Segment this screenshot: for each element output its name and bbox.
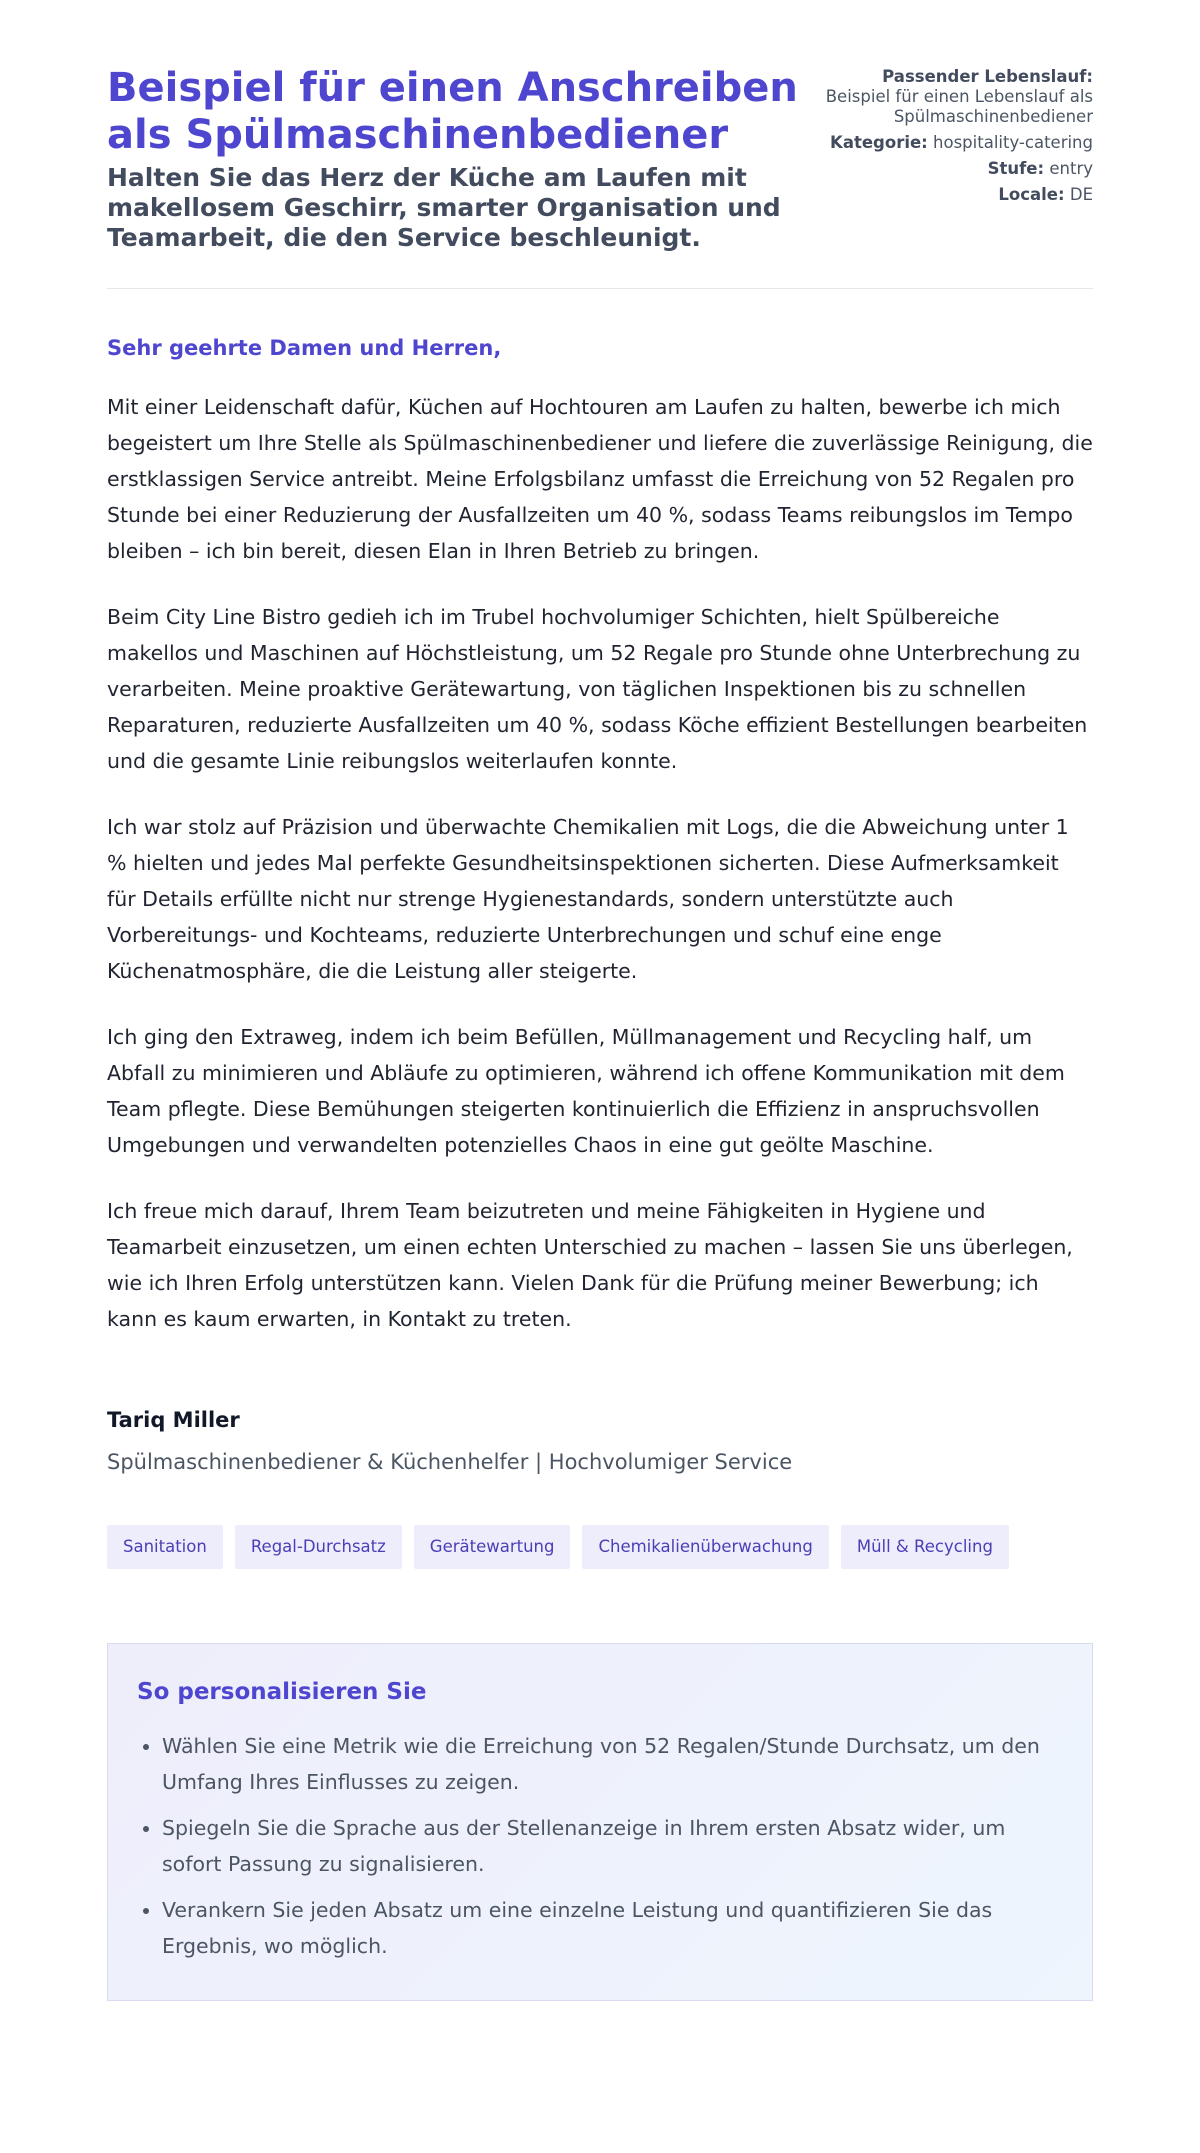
- header-divider: [107, 288, 1093, 289]
- meta-category: [810, 133, 1093, 153]
- meta-locale-label: Locale:: [998, 185, 1065, 204]
- meta-resume-label: Passender Lebenslauf:: [882, 67, 1093, 86]
- letter-paragraph: Ich war stolz auf Präzision und überwachte Chemikalien mit Logs, die die Abweichung unter 1 % hielten und jedes Mal perfekte Gesundheitsinspektionen sicherten. Diese Aufmerksamkeit für Details erfüllte nicht nur strenge Hygienestandards, sondern unterstützte auch Vorbereitungs- und Kochteams, reduzierte Unterbrechungen und schuf eine enge Küchenatmosphäre, die die Leistung aller steigerte.: [107, 815, 1069, 983]
- tips-title: So personalisieren Sie: [137, 1679, 427, 1705]
- header-titles: [107, 65, 810, 253]
- letter-paragraph: Ich ging den Extraweg, indem ich beim Befüllen, Müllmanagement und Recycling half, um Abfall zu minimieren und Abläufe zu optimieren, während ich offene Kommunikation mit dem Team pflegte. Diese Bemühungen steigerten kontinuierlich die Effizienz in anspruchsvollen Umgebungen und verwandelten potenzielles Chaos in eine gut geölte Maschine.: [107, 1025, 1065, 1157]
- signature-role: Spülmaschinenbediener & Küchenhelfer | Hochvolumiger Service: [107, 1450, 793, 1474]
- personalization-tips: [107, 1643, 1093, 2001]
- meta-resume-link[interactable]: Beispiel für einen Lebenslauf als Spülmaschinenbediener: [825, 87, 1093, 126]
- tips-list: [137, 1728, 1063, 1964]
- meta-level-value: entry: [1049, 159, 1093, 178]
- tips-item: • Wählen Sie eine Metrik wie die Erreichung von 52 Regalen/Stunde Durchsatz, um den Umfang Ihres Einflusses zu zeigen.: [162, 1728, 1063, 1800]
- meta-level-label: Stufe:: [987, 159, 1045, 178]
- letter-paragraph: Ich freue mich darauf, Ihrem Team beizutreten und meine Fähigkeiten in Hygiene und Teamarbeit einzusetzen, um einen echten Unterschied zu machen – lassen Sie uns überlegen, wie ich Ihren Erfolg unterstützen kann. Vielen Dank für die Prüfung meiner Bewerbung; ich kann es kaum erwarten, in Kontakt zu treten.: [107, 1199, 1073, 1331]
- skill-tag: Regal-Durchsatz: [235, 1525, 402, 1569]
- skill-tag: Gerätewartung: [414, 1525, 571, 1569]
- meta-category-value: hospitality-catering: [933, 133, 1093, 152]
- skill-tag: Chemikalienüberwachung: [582, 1525, 828, 1569]
- skill-tag: Sanitation: [107, 1525, 223, 1569]
- letter-paragraph: Mit einer Leidenschaft dafür, Küchen auf Hochtouren am Laufen zu halten, bewerbe ich mich begeistert um Ihre Stelle als Spülmaschinenbediener und liefere die zuverlässige Reinigung, die erstklassigen Service antreibt. Meine Erfolgsbilanz umfasst die Erreichung von 52 Regalen pro Stunde bei einer Reduzierung der Ausfallzeiten um 40 %, sodass Teams reibungslos im Tempo bleiben – ich bin bereit, diesen Elan in Ihren Betrieb zu bringen.: [107, 395, 1093, 563]
- tips-item: • Verankern Sie jeden Absatz um eine einzelne Leistung und quantifizieren Sie das Ergebnis, wo möglich.: [162, 1892, 1063, 1964]
- meta-resume: [810, 67, 1093, 127]
- page-title: Beispiel für einen Anschreiben als Spülmaschinenbediener: [107, 65, 798, 158]
- letter-body: [107, 389, 1093, 1337]
- meta-category-label: Kategorie:: [830, 133, 928, 152]
- meta-locale-value: DE: [1069, 185, 1093, 204]
- skill-tags: [107, 1525, 1093, 1569]
- meta-panel: [810, 65, 1093, 211]
- meta-level: [810, 159, 1093, 179]
- signature-block: [107, 1407, 1093, 1475]
- letter-paragraph: Beim City Line Bistro gedieh ich im Trubel hochvolumiger Schichten, hielt Spülbereiche makellos und Maschinen auf Höchstleistung, um 52 Regale pro Stunde ohne Unterbrechung zu verarbeiten. Meine proaktive Gerätewartung, von täglichen Inspektionen bis zu schnellen Reparaturen, reduzierte Ausfallzeiten um 40 %, sodass Köche effizient Bestellungen bearbeiten und die gesamte Linie reibungslos weiterlaufen konnte.: [107, 605, 1088, 773]
- skill-tag: Müll & Recycling: [841, 1525, 1009, 1569]
- page-header: [107, 65, 1093, 253]
- page-subtitle: Halten Sie das Herz der Küche am Laufen mit makellosem Geschirr, smarter Organisation und Teamarbeit, die den Service beschleunigt.: [107, 163, 781, 252]
- letter-salutation: Sehr geehrte Damen und Herren,: [107, 336, 502, 360]
- signature-name: Tariq Miller: [107, 1408, 240, 1432]
- meta-locale: [810, 185, 1093, 205]
- tips-item: • Spiegeln Sie die Sprache aus der Stellenanzeige in Ihrem ersten Absatz wider, um sofort Passung zu signalisieren.: [162, 1810, 1063, 1882]
